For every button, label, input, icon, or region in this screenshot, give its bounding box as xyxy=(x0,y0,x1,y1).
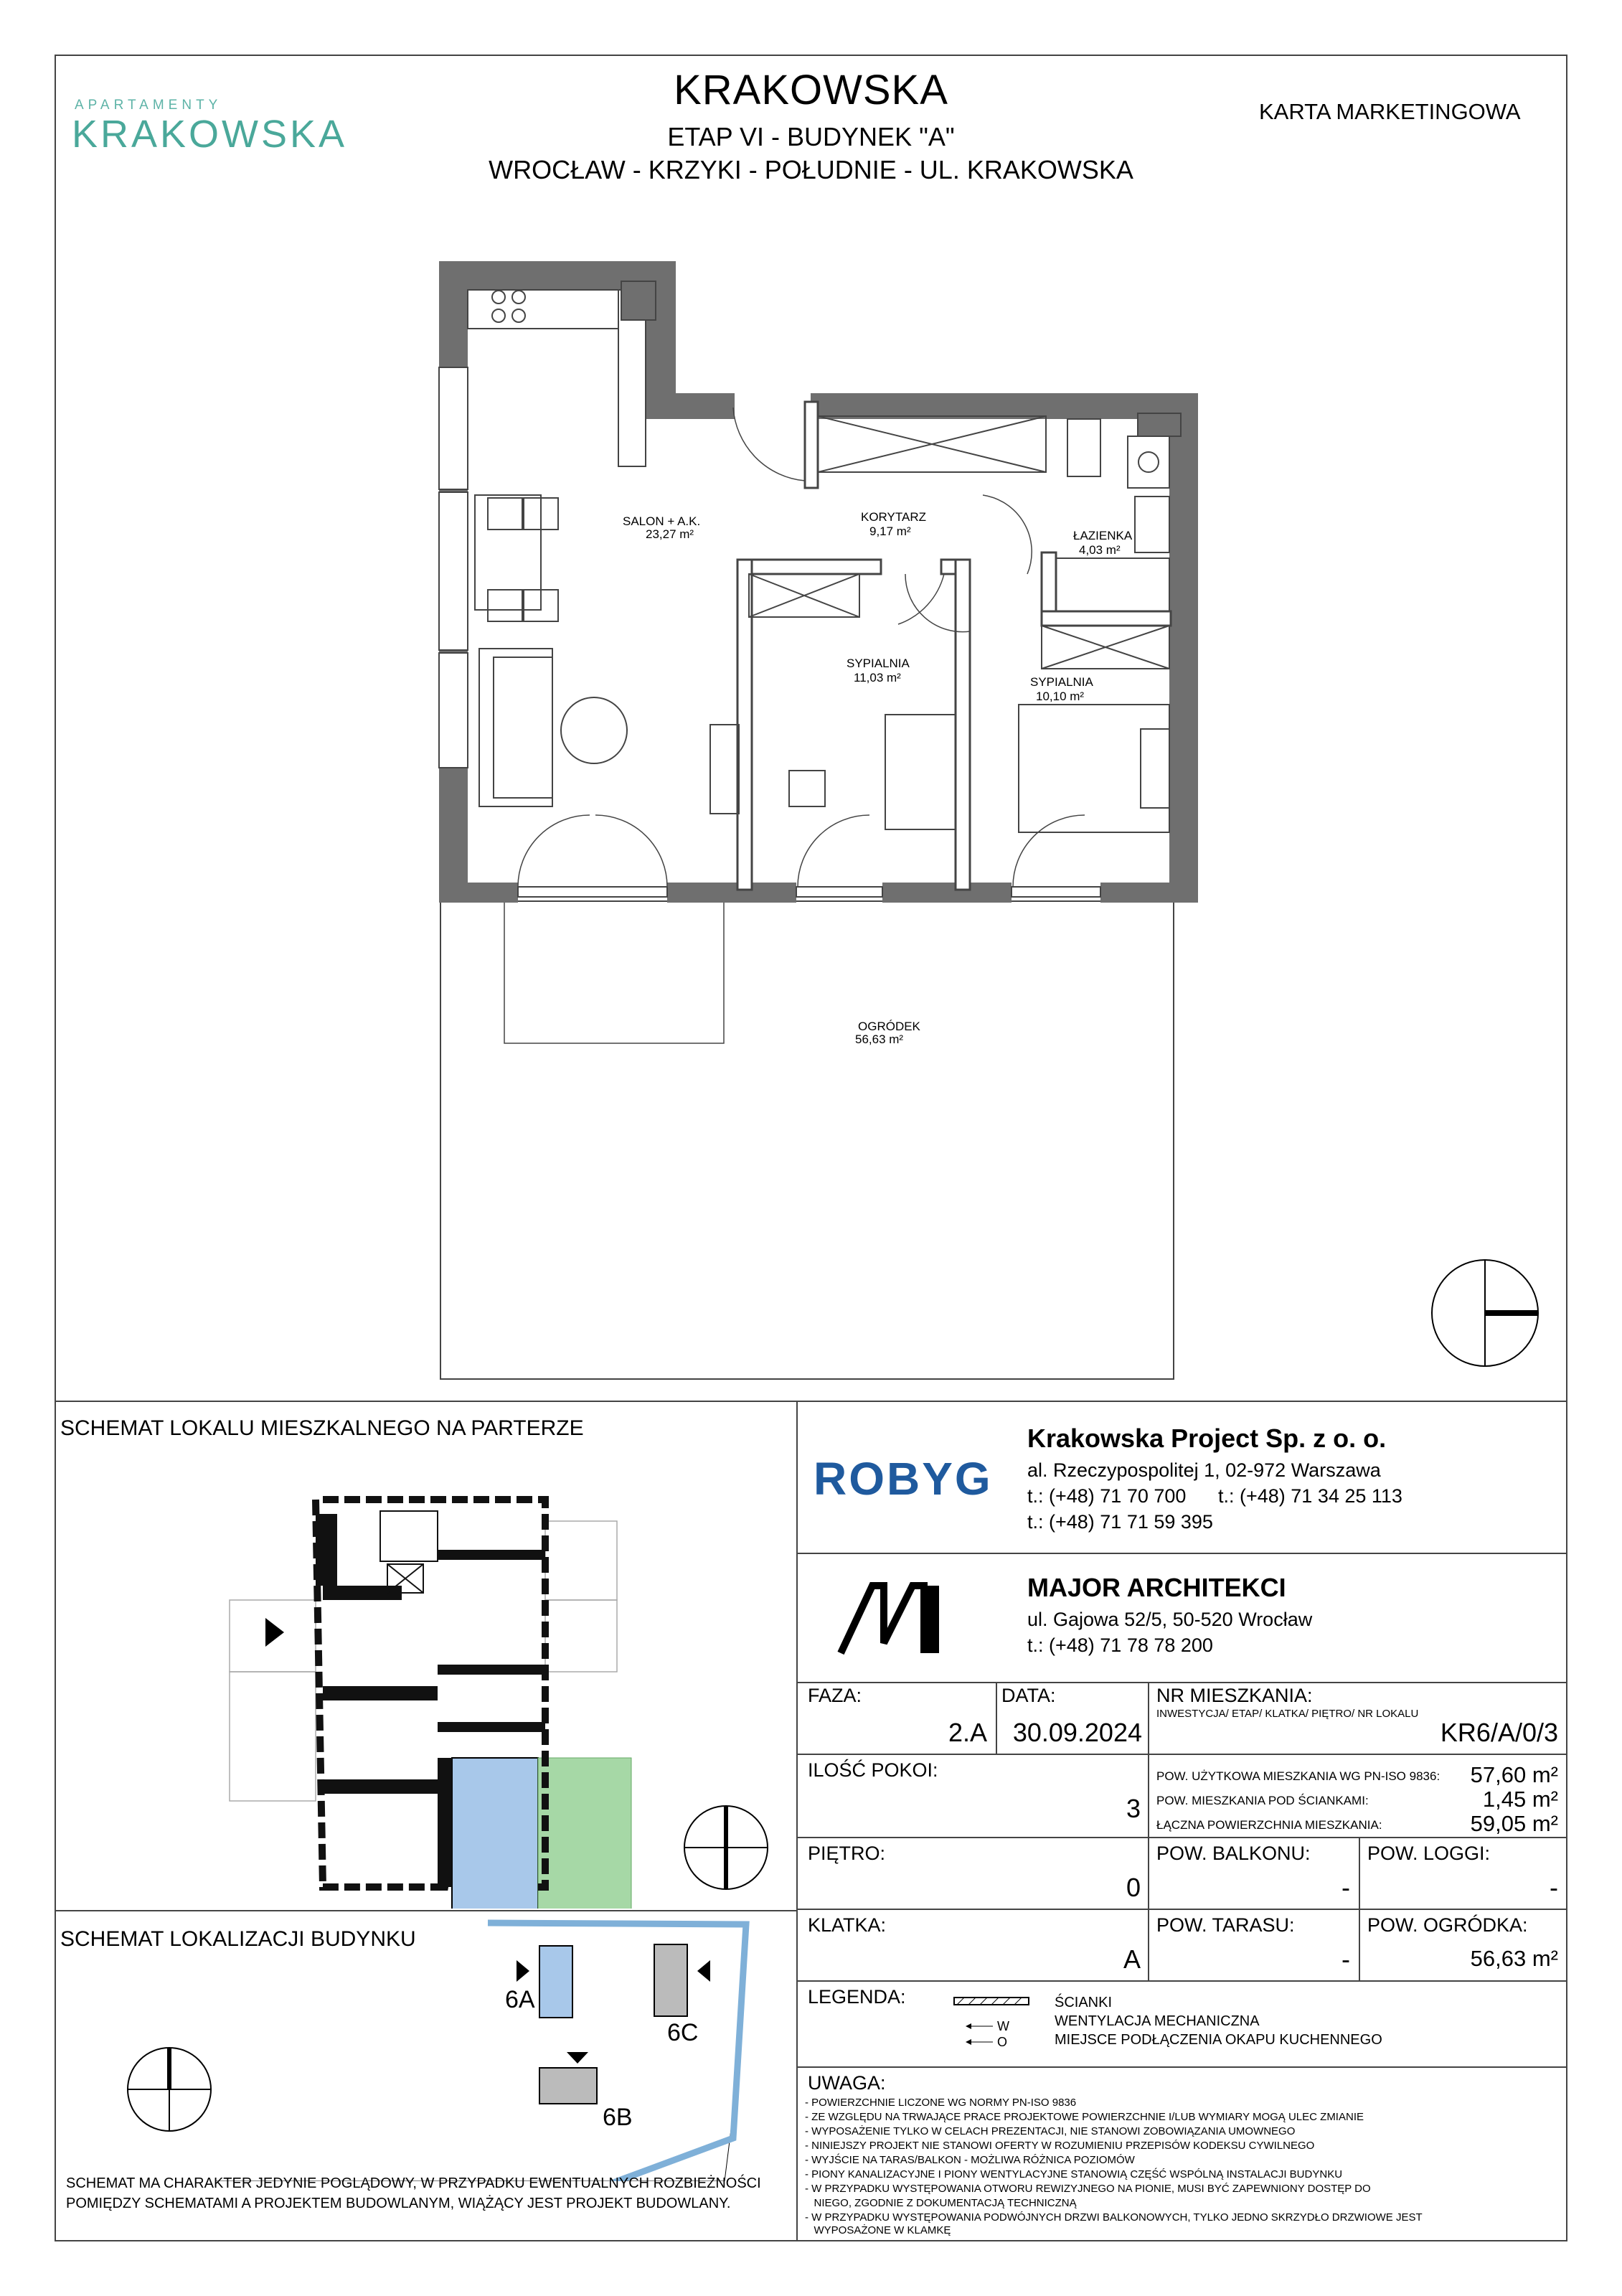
building-6b xyxy=(539,2068,597,2104)
legend-title: LEGENDA: xyxy=(808,1986,906,2008)
architect-phone: t.: (+48) 71 78 78 200 xyxy=(1027,1634,1213,1656)
nr-label: NR MIESZKANIA: xyxy=(1156,1685,1313,1706)
disclaimer-line-1: SCHEMAT MA CHARAKTER JEDYNIE POGLĄDOWY, W PRZYPADKU EWENTUALNYCH ROZBIEŻNOŚCI xyxy=(66,2175,761,2191)
data-value: 30.09.2024 xyxy=(1012,1718,1142,1747)
entrance-arrow-icon xyxy=(265,1618,284,1647)
klatka-value: A xyxy=(1123,1944,1141,1974)
balkon-value: - xyxy=(1342,1873,1350,1902)
architect-name: MAJOR ARCHITEKCI xyxy=(1027,1573,1286,1602)
room-label-salon: SALON + A.K. xyxy=(623,514,701,528)
building-6c xyxy=(654,1944,687,2016)
brand-logo: KRAKOWSKA xyxy=(72,113,348,156)
pokoi-value: 3 xyxy=(1126,1794,1141,1823)
divider-col3 xyxy=(1359,1837,1360,1980)
legend-item-ventilation: WENTYLACJA MECHANICZNA xyxy=(1055,2013,1260,2029)
note-line: - PIONY KANALIZACYJNE I PIONY WENTYLACYJNE STANOWIĄ CZĘŚĆ WSPÓLNĄ INSTALACJI BUDYNKU xyxy=(805,2168,1343,2180)
note-line: WYPOSAŻONE W KLAMKĘ xyxy=(805,2224,951,2236)
arrow-6a-icon xyxy=(517,1960,529,1982)
note-line: - WYPOSAŻENIE TYLKO W CELACH PREZENTACJI, NIE STANOWI ZOBOWIĄZANIA UMOWNEGO xyxy=(805,2125,1296,2137)
schema-compass-icon xyxy=(684,1806,768,1889)
major-architekci-logo xyxy=(836,1578,958,1657)
loggia-label: POW. LOGGI: xyxy=(1367,1843,1491,1864)
brand-logo-small: APARTAMENTY xyxy=(75,98,222,113)
unit-highlight xyxy=(452,1758,538,1909)
building-label-6a: 6A xyxy=(505,1986,535,2013)
ogrodek-label: POW. OGRÓDKA: xyxy=(1367,1914,1528,1936)
developer-name: Krakowska Project Sp. z o. o. xyxy=(1027,1424,1387,1453)
room-area-korytarz: 9,17 m² xyxy=(869,524,911,538)
legend-symbols xyxy=(947,1993,1033,2058)
nr-sublabel: INWESTYCJA/ ETAP/ KLATKA/ PIĘTRO/ NR LOKALU xyxy=(1156,1708,1419,1720)
card-type-label: KARTA MARKETINGOWA xyxy=(1259,99,1521,124)
area-total-label: ŁĄCZNA POWIERZCHNIA MIESZKANIA: xyxy=(1156,1818,1382,1832)
developer-phone-2: t.: (+48) 71 34 25 113 xyxy=(1218,1485,1402,1507)
room-label-korytarz: KORYTARZ xyxy=(861,510,926,524)
room-area-salon: 23,27 m² xyxy=(646,527,694,541)
divider-architect xyxy=(796,1682,1567,1683)
note-line: - POWIERZCHNIE LICZONE WG NORMY PN-ISO 9836 xyxy=(805,2097,1077,2109)
nr-value: KR6/A/0/3 xyxy=(1440,1718,1558,1747)
developer-phone-3: t.: (+48) 71 71 59 395 xyxy=(1027,1511,1213,1533)
note-line: - NINIEJSZY PROJEKT NIE STANOWI OFERTY W ROZUMIENIU PRZEPISÓW KODEKSU CYWILNEGO xyxy=(805,2140,1315,2152)
legend-mark-w: W xyxy=(997,2019,1009,2033)
floor-schema-title: SCHEMAT LOKALU MIESZKALNEGO NA PARTERZE xyxy=(60,1416,584,1440)
developer-address: al. Rzeczypospolitej 1, 02-972 Warszawa xyxy=(1027,1459,1381,1481)
divider-company xyxy=(796,1553,1567,1554)
building-6a xyxy=(539,1946,572,2018)
balkon-label: POW. BALKONU: xyxy=(1156,1843,1311,1864)
note-line: - W PRZYPADKU WYSTĘPOWANIA PODWÓJNYCH DRZWI BALKONOWYCH, TYLKO JEDNO SKRZYDŁO DRZWIOWE JEST xyxy=(805,2211,1423,2224)
taras-value: - xyxy=(1342,1944,1350,1974)
divider-col2 xyxy=(1148,1837,1149,1980)
compass-icon xyxy=(1432,1260,1538,1366)
location-compass-icon xyxy=(128,2048,211,2131)
pietro-value: 0 xyxy=(1126,1873,1141,1902)
data-label: DATA: xyxy=(1001,1685,1056,1706)
divider-klatka xyxy=(796,1980,1567,1982)
developer-phone-1: t.: (+48) 71 70 700 xyxy=(1027,1485,1187,1507)
divider-data-nr xyxy=(1148,1682,1149,1837)
arrow-6c-icon xyxy=(697,1960,710,1982)
page-subtitle-location: WROCŁAW - KRZYKI - POŁUDNIE - UL. KRAKOWSKA xyxy=(489,155,1133,184)
faza-label: FAZA: xyxy=(808,1685,862,1706)
building-label-6c: 6C xyxy=(667,2019,699,2046)
legend-item-walls: ŚCIANKI xyxy=(1055,1995,1113,2010)
pokoi-label: ILOŚĆ POKOI: xyxy=(808,1759,938,1781)
garden-highlight xyxy=(538,1758,631,1909)
divider-pietro xyxy=(796,1909,1567,1910)
area-total-value: 59,05 m² xyxy=(1470,1811,1558,1836)
room-label-lazienka: ŁAZIENKA xyxy=(1073,529,1133,542)
divider-bottom xyxy=(55,1401,1567,1402)
arrow-6b-icon xyxy=(567,2052,588,2064)
area-under-walls-label: POW. MIESZKANIA POD ŚCIANKAMI: xyxy=(1156,1794,1369,1807)
floor-schema xyxy=(215,1464,789,1909)
location-schema-title: SCHEMAT LOKALIZACJI BUDYNKU xyxy=(60,1927,416,1951)
faza-value: 2.A xyxy=(948,1718,987,1747)
divider-faza-data xyxy=(996,1682,997,1754)
ogrodek-value: 56,63 m² xyxy=(1470,1946,1558,1971)
page-title: KRAKOWSKA xyxy=(674,67,948,113)
loggia-value: - xyxy=(1550,1873,1558,1902)
location-schema xyxy=(115,1909,760,2181)
room-label-ogrodek: OGRÓDEK xyxy=(858,1020,920,1033)
note-line: NIEGO, ZGODNIE Z DOKUMENTACJĄ TECHNICZNĄ xyxy=(805,2197,1077,2209)
room-label-sypialnia-1: SYPIALNIA xyxy=(847,657,910,670)
page-subtitle-stage: ETAP VI - BUDYNEK "A" xyxy=(667,122,955,151)
room-label-sypialnia-2: SYPIALNIA xyxy=(1030,675,1093,689)
area-usable-value: 57,60 m² xyxy=(1470,1762,1558,1787)
divider-center xyxy=(796,1401,798,2241)
robyg-logo: ROBYG xyxy=(814,1453,993,1505)
note-line: - W PRZYPADKU WYSTĘPOWANIA OTWORU REWIZYJNEGO NA PIONIE, MUSI BYĆ ZAPEWNIONY DOSTĘP DO xyxy=(805,2183,1371,2195)
building-label-6b: 6B xyxy=(603,2104,633,2131)
room-area-ogrodek: 56,63 m² xyxy=(855,1032,904,1046)
taras-label: POW. TARASU: xyxy=(1156,1914,1295,1936)
legend-item-hood: MIEJSCE PODŁĄCZENIA OKAPU KUCHENNEGO xyxy=(1055,2032,1382,2048)
note-line: - ZE WZGLĘDU NA TRWAJĄCE PRACE PROJEKTOWE POWIERZCHNIE I/LUB WYMIARY MOGĄ ULEC ZMIANIE xyxy=(805,2111,1364,2123)
room-area-sypialnia-1: 11,03 m² xyxy=(854,671,901,684)
area-usable-label: POW. UŻYTKOWA MIESZKANIA WG PN-ISO 9836: xyxy=(1156,1769,1441,1783)
divider-pokoi xyxy=(796,1837,1567,1838)
divider-legend xyxy=(796,2066,1567,2068)
note-line: - WYJŚCIE NA TARAS/BALKON - MOŻLIWA RÓŻNICA POZIOMÓW xyxy=(805,2154,1135,2166)
pietro-label: PIĘTRO: xyxy=(808,1843,886,1864)
terrace-outline xyxy=(504,901,724,1043)
legend-mark-o: O xyxy=(997,2035,1008,2049)
room-area-lazienka: 4,03 m² xyxy=(1079,543,1121,557)
disclaimer-line-2: POMIĘDZY SCHEMATAMI A PROJEKTEM BUDOWLANYM, WIĄŻĄCY JEST PROJEKT BUDOWLANY. xyxy=(66,2196,731,2211)
architect-address: ul. Gajowa 52/5, 50-520 Wrocław xyxy=(1027,1609,1313,1630)
divider-faza xyxy=(796,1754,1567,1755)
area-under-walls-value: 1,45 m² xyxy=(1482,1787,1558,1812)
klatka-label: KLATKA: xyxy=(808,1914,887,1936)
room-area-sypialnia-2: 10,10 m² xyxy=(1036,690,1085,703)
notes-title: UWAGA: xyxy=(808,2072,886,2094)
garden-outline xyxy=(440,901,1174,1379)
